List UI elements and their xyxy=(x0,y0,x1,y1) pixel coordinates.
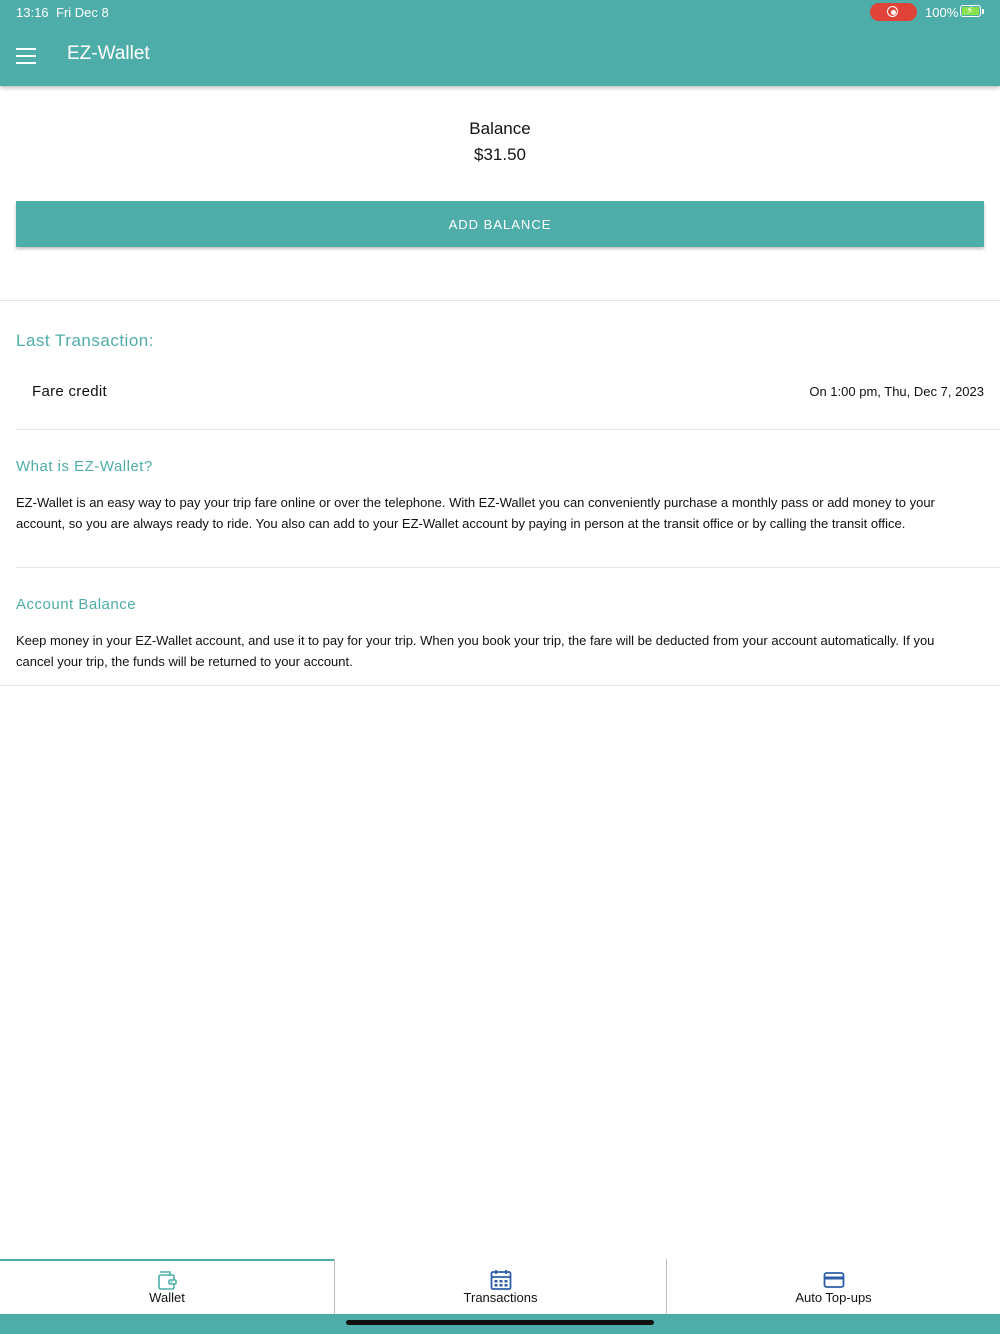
last-transaction-title: Last Transaction: xyxy=(16,331,154,350)
balance-label: Balance xyxy=(469,119,531,138)
status-time: 13:16 xyxy=(16,5,49,20)
what-is-title: What is EZ-Wallet? xyxy=(16,458,153,475)
credit-card-icon xyxy=(822,1268,846,1292)
page-title: EZ-Wallet xyxy=(67,43,150,64)
menu-icon[interactable] xyxy=(16,48,36,64)
battery-icon: ⚡ xyxy=(960,5,981,17)
home-indicator[interactable] xyxy=(346,1320,654,1325)
what-is-body: EZ-Wallet is an easy way to pay your trip fare online or over the telephone. With EZ-Wallet you can conveniently purchase a monthly pass or add money to your account, so you are always ready to ride. You also can add to your EZ-Wallet account by paying in person at the transit office or by calling the transit office. xyxy=(16,495,935,531)
divider xyxy=(0,300,1000,301)
divider xyxy=(16,567,1000,568)
divider xyxy=(16,429,1000,430)
account-balance-title: Account Balance xyxy=(16,596,137,613)
add-balance-button[interactable]: ADD BALANCE xyxy=(16,201,984,247)
tab-auto-top-ups[interactable] xyxy=(667,1259,1000,1314)
tab-bar xyxy=(0,1259,1000,1314)
tab-auto-top-ups-label: Auto Top-ups xyxy=(795,1290,872,1305)
battery-percent: 100% xyxy=(925,5,959,20)
status-date: Fri Dec 8 xyxy=(56,5,109,20)
tab-transactions[interactable] xyxy=(335,1259,666,1314)
tab-transactions-label: Transactions xyxy=(463,1290,538,1305)
transaction-name: Fare credit xyxy=(32,383,107,400)
tab-wallet-label: Wallet xyxy=(149,1290,185,1305)
battery-tip xyxy=(982,9,984,14)
status-bar xyxy=(0,0,1000,24)
transaction-date: On 1:00 pm, Thu, Dec 7, 2023 xyxy=(809,384,984,399)
tab-wallet[interactable] xyxy=(0,1259,334,1314)
balance-amount: $31.50 xyxy=(474,145,526,164)
screen-recording-icon[interactable] xyxy=(870,3,917,21)
divider xyxy=(0,685,1000,686)
calendar-icon xyxy=(489,1268,513,1292)
app-header xyxy=(0,0,1000,86)
account-balance-body: Keep money in your EZ-Wallet account, and use it to pay for your trip. When you book your trip, the fare will be deducted from your account automatically. If you cancel your trip, the funds will be returned to your account. xyxy=(16,633,935,669)
wallet-icon xyxy=(155,1268,179,1292)
